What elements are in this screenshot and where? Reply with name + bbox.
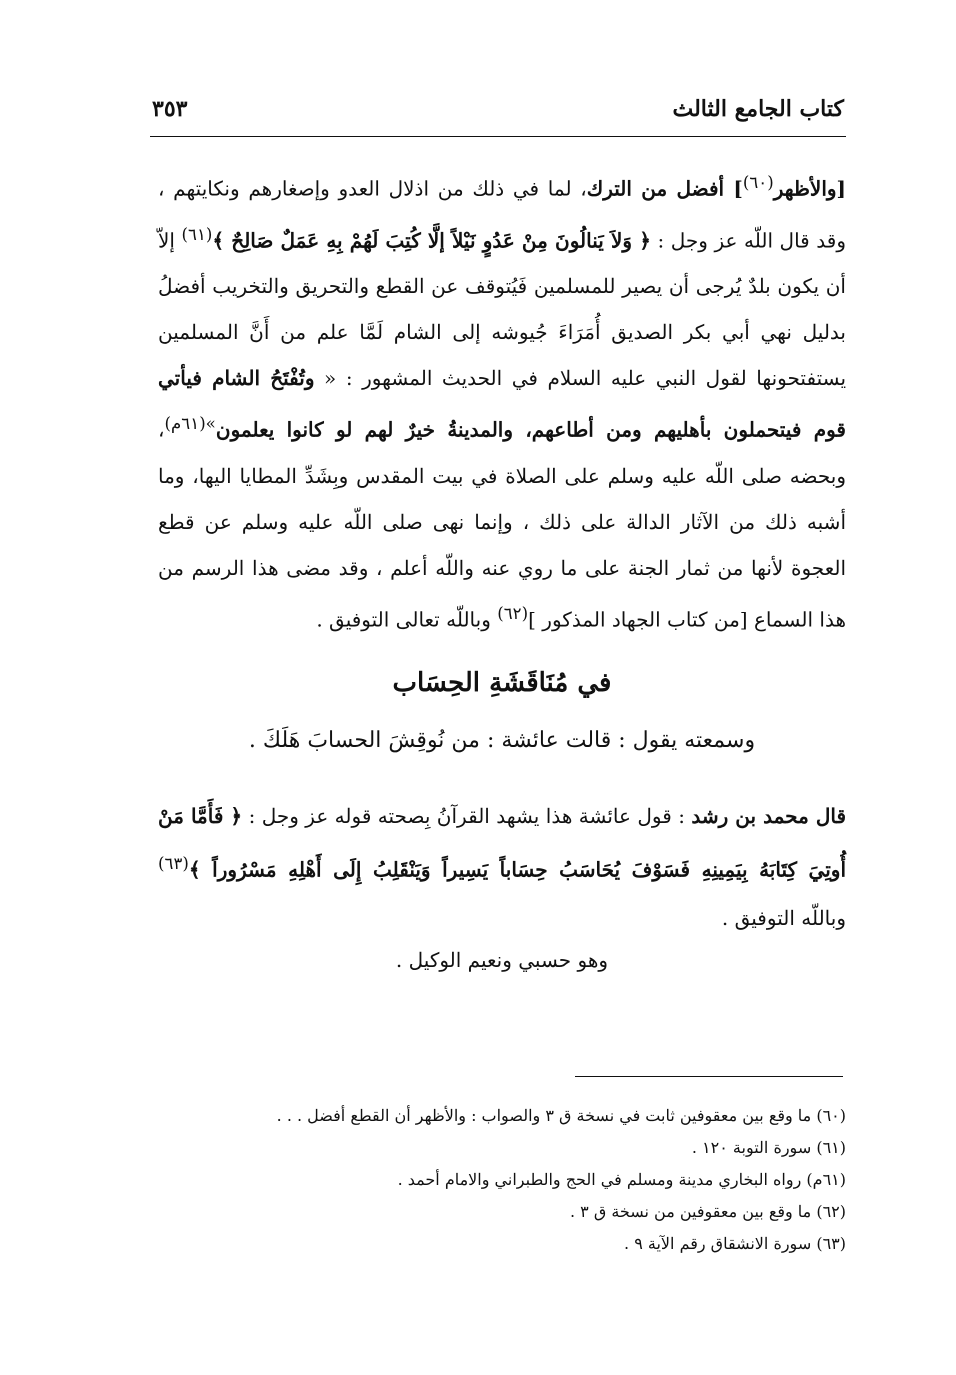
quran-verse: ﴿ وَلاَ يَنالُونَ مِنْ عَدُوٍ نَيْلاً إلَّا كُتِبَ لَهُمْ بِهِ عَمَلٌ صَالِحٌ ﴾ [212,228,651,253]
footnote-item: (٦٠) ما وقع بين معقوفين ثابت في نسخة ق ٣ والصواب : والأظهر أن القطع أفضل . . . [276,1106,846,1125]
commentary-paragraph [158,792,846,942]
main-paragraph [158,160,846,643]
quran-verse: ﴿ فَأَمَّا مَنْ أُوتِيَ كِتَابَهُ بِيَمِينِهِ فَسَوْفَ يُحَاسَبُ حِسَاباً يَسِيراً وَيَنْقَلِبُ إِلَى أَهْلِهِ مَسْرُوراً ﴾ [158,804,846,882]
footnote-item: (٦١م) رواه البخاري مدينة ومسلم في الحج والطبراني والامام أحمد . [397,1170,846,1189]
commentary-speaker: قال محمد بن رشد [691,804,847,828]
footnote-item: (٦٢) ما وقع بين معقوفين من نسخة ق ٣ . [569,1202,846,1221]
closing-line: وهو حسبي ونعيم الوكيل . [395,948,609,972]
section-statement: وسمعته يقول : قالت عائشة : من نُوقِشَ الحسابَ هَلَكَ . [248,728,756,753]
footnote-ref-61: (٦١) [181,224,213,244]
section-heading: في مُنَاقَشَةِ الحِسَاب [392,668,612,698]
paragraph-text: إلاّ أن يكون بلدٌ يُرجى أن يصير للمسلمين فَيُتوقف عن القطع والتحريق والتخريب أفضلُ بدليل نهي أبي بكر الصديق أُمَرَاءَ جُيوشه إلى الشام لَمَّا علم من أَنَّ المسلمين يستفتحونها لقول النبي عليه السلام في الحديث المشهور : « [158,228,847,391]
bracket-text-end: ] أفضل من الترك [586,176,743,201]
footnote-item: (٦٣) سورة الانشقاق رقم الآية ٩ . [624,1234,846,1253]
bracket-text: [والأظهر [773,176,846,201]
footnote-ref-60: (٦٠) [742,173,774,192]
footnote-rule [575,1076,843,1077]
hadith-quote: وتُفْتَحُ الشام فيأتي قوم فيتحملون بأهليهم ومن أطاعهم، والمدينةُ خيرٌ لهم لو كانوا يعلمون [158,366,846,442]
footnote-ref-61m: »(٦١م) [164,414,216,434]
commentary-text: : قول عائشة هذا يشهد القرآنُ بِصحته قوله عز وجل : [242,804,692,828]
running-header-title: كتاب الجامع الثالث [672,96,844,122]
paragraph-text: ، لما في ذلك من اذلال العدو وإصغارهم ونكايتهم ، وقد قال اللّه عز وجل : [158,176,846,253]
footnote-ref-62: (٦٢) [497,603,529,623]
commentary-text: وباللّه التوفيق . [721,905,846,930]
footnote-item: (٦١) سورة التوبة ١٢٠ . [691,1138,846,1157]
header-rule [150,136,846,137]
page-number: ٣٥٣ [152,96,188,122]
footnote-ref-63: (٦٣) [158,854,189,873]
paragraph-text: ، وبحضه صلى اللّه عليه وسلم على الصلاة في بيت المقدس وبِشَدِّ المطايا اليها، وما أشبه ذلك من الآثار الدالة على ذلك ، وإنما نهى صلى اللّه عليه وسلم عن قطع العجوة لأنها من ثمار الجنة على ما روي عنه واللّه أعلم ، وقد مضى هذا الرسم من هذا السماع [من كتاب الجهاد المذكور ] [158,417,846,632]
paragraph-text: وباللّه تعالى التوفيق . [316,607,498,632]
footnotes [158,1100,846,1260]
